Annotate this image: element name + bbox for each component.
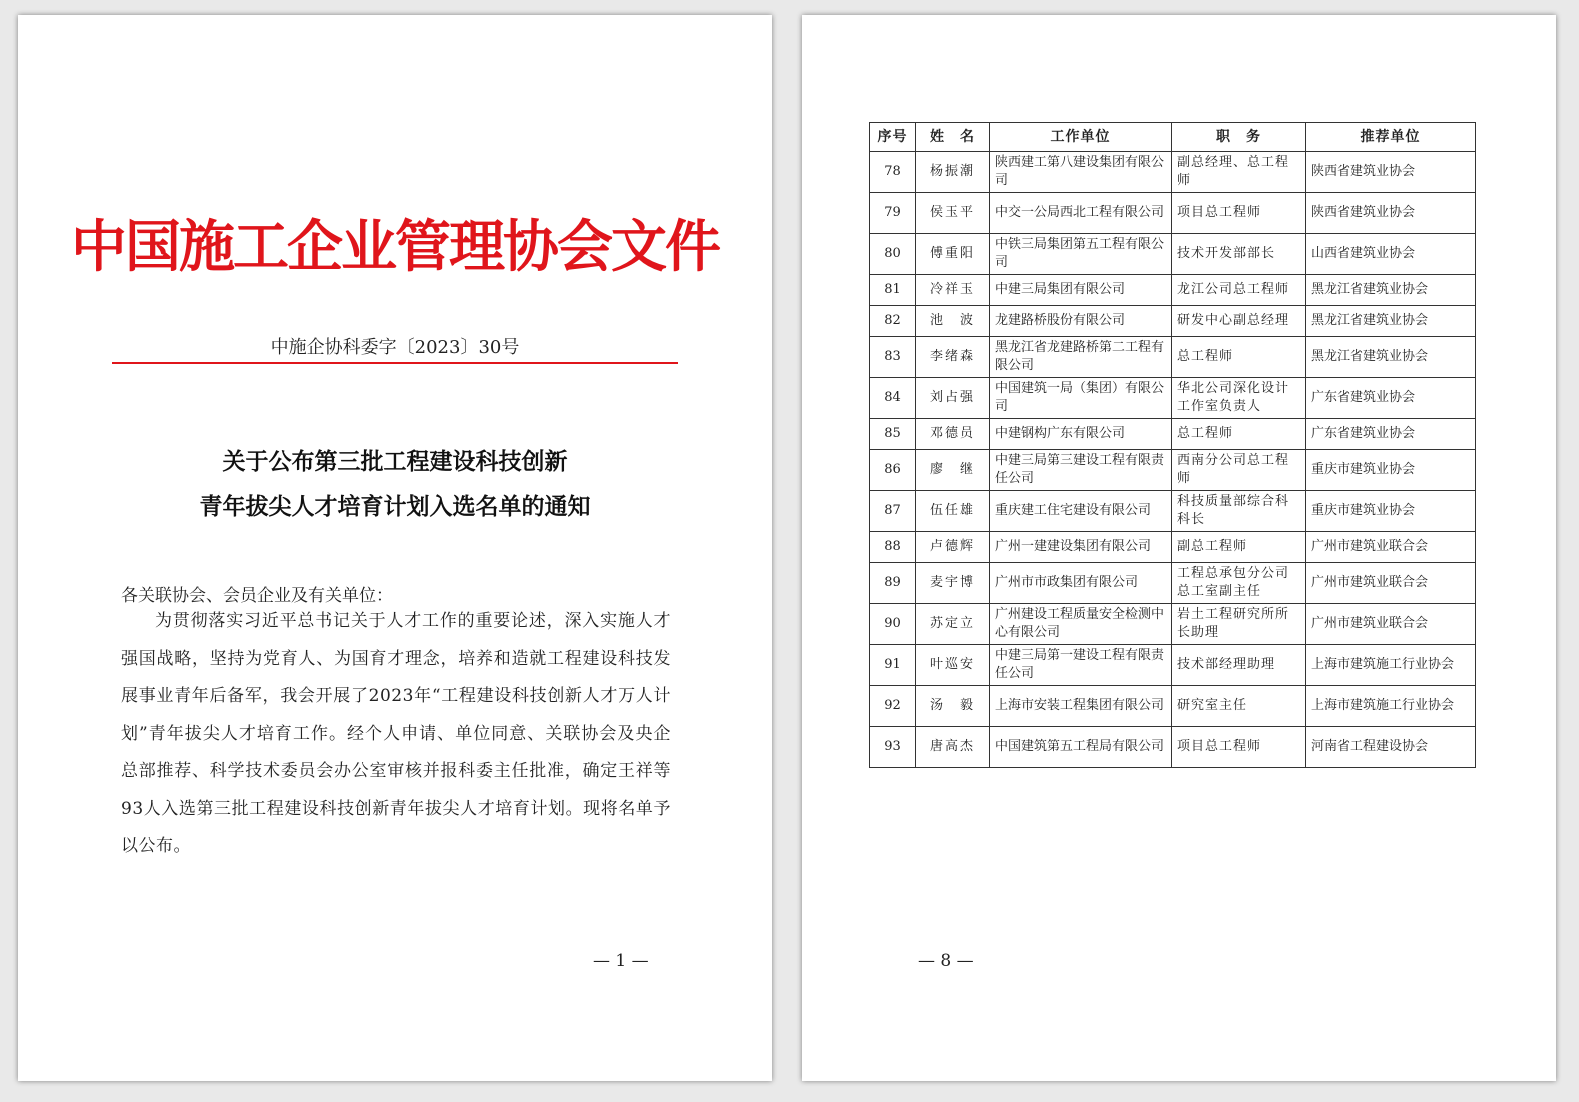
page-number: — 8 — — [918, 951, 974, 971]
row-number-cell: 79 — [870, 193, 916, 234]
table-row — [870, 419, 1476, 450]
job-title-cell: 研发中心副总经理 — [1172, 306, 1306, 337]
column-header-no: 序号 — [870, 123, 916, 152]
job-title-cell: 项目总工程师 — [1172, 193, 1306, 234]
recommending-unit-cell: 重庆市建筑业协会 — [1306, 491, 1476, 532]
job-title-cell: 总工程师 — [1172, 419, 1306, 450]
recommending-unit-cell: 黑龙江省建筑业协会 — [1306, 306, 1476, 337]
job-title-cell: 工程总承包分公司总工室副主任 — [1172, 563, 1306, 604]
person-name-cell: 邓德员 — [916, 419, 990, 450]
row-number-cell: 84 — [870, 378, 916, 419]
person-name-cell: 刘占强 — [916, 378, 990, 419]
talent-roster-table — [869, 122, 1476, 768]
person-name-cell: 傅重阳 — [916, 234, 990, 275]
person-name-cell: 汤 毅 — [916, 686, 990, 727]
recommending-unit-cell: 黑龙江省建筑业协会 — [1306, 337, 1476, 378]
row-number-cell: 82 — [870, 306, 916, 337]
table-header-row — [870, 123, 1476, 152]
person-name-cell: 麦宇博 — [916, 563, 990, 604]
row-number-cell: 89 — [870, 563, 916, 604]
table-row — [870, 152, 1476, 193]
recommending-unit-cell: 广州市建筑业联合会 — [1306, 604, 1476, 645]
page-number: — 1 — — [593, 951, 649, 971]
table-row — [870, 306, 1476, 337]
column-header-name: 姓 名 — [916, 123, 990, 152]
job-title-cell: 龙江公司总工程师 — [1172, 275, 1306, 306]
work-unit-cell: 龙建路桥股份有限公司 — [990, 306, 1172, 337]
table-row — [870, 686, 1476, 727]
row-number-cell: 92 — [870, 686, 916, 727]
document-number: 中施企协科委字〔2023〕30号 — [270, 337, 520, 358]
recommending-unit-cell: 陕西省建筑业协会 — [1306, 152, 1476, 193]
table-row — [870, 532, 1476, 563]
table-body — [870, 152, 1476, 768]
person-name-cell: 廖 继 — [916, 450, 990, 491]
person-name-cell: 侯玉平 — [916, 193, 990, 234]
recommending-unit-cell: 重庆市建筑业协会 — [1306, 450, 1476, 491]
work-unit-cell: 黑龙江省龙建路桥第二工程有限公司 — [990, 337, 1172, 378]
document-page-1 — [18, 15, 772, 1081]
table-row — [870, 193, 1476, 234]
job-title-cell: 副总经理、总工程师 — [1172, 152, 1306, 193]
person-name-cell: 苏定立 — [916, 604, 990, 645]
work-unit-cell: 中建三局第一建设工程有限责任公司 — [990, 645, 1172, 686]
recommending-unit-cell: 河南省工程建设协会 — [1306, 727, 1476, 768]
work-unit-cell: 中铁三局集团第五工程有限公司 — [990, 234, 1172, 275]
recommending-unit-cell: 上海市建筑施工行业协会 — [1306, 686, 1476, 727]
recommending-unit-cell: 黑龙江省建筑业协会 — [1306, 275, 1476, 306]
document-page-8 — [802, 15, 1556, 1081]
row-number-cell: 81 — [870, 275, 916, 306]
work-unit-cell: 广州市市政集团有限公司 — [990, 563, 1172, 604]
table-row — [870, 727, 1476, 768]
work-unit-cell: 中国建筑第五工程局有限公司 — [990, 727, 1172, 768]
job-title-cell: 总工程师 — [1172, 337, 1306, 378]
job-title-cell: 副总工程师 — [1172, 532, 1306, 563]
person-name-cell: 池 波 — [916, 306, 990, 337]
work-unit-cell: 中建三局集团有限公司 — [990, 275, 1172, 306]
job-title-cell: 研究室主任 — [1172, 686, 1306, 727]
work-unit-cell: 中国建筑一局（集团）有限公司 — [990, 378, 1172, 419]
person-name-cell: 冷祥玉 — [916, 275, 990, 306]
document-header: 中国施工企业管理协会文件 — [71, 214, 719, 280]
person-name-cell: 卢德辉 — [916, 532, 990, 563]
job-title-cell: 技术开发部部长 — [1172, 234, 1306, 275]
red-divider — [112, 362, 678, 364]
person-name-cell: 杨振潮 — [916, 152, 990, 193]
notice-body: 为贯彻落实习近平总书记关于人才工作的重要论述，深入实施人才强国战略，坚持为党育人、为国育才理念，培养和造就工程建设科技发展事业青年后备军，我会开展了2023年“工程建设科技创新人才万人计划”青年拔尖人才培育工作。经个人申请、单位同意、关联协会及央企总部推荐、科学技术委员会办公室审核并报科委主任批准，确定王祥等93人入选第三批工程建设科技创新青年拔尖人才培育计划。现将名单予以公布。 — [121, 611, 671, 856]
person-name-cell: 叶巡安 — [916, 645, 990, 686]
recommending-unit-cell: 山西省建筑业协会 — [1306, 234, 1476, 275]
work-unit-cell: 中交一公局西北工程有限公司 — [990, 193, 1172, 234]
notice-title-line-1: 关于公布第三批工程建设科技创新 — [222, 448, 568, 475]
row-number-cell: 90 — [870, 604, 916, 645]
job-title-cell: 西南分公司总工程师 — [1172, 450, 1306, 491]
table-row — [870, 604, 1476, 645]
table-row — [870, 275, 1476, 306]
recommending-unit-cell: 广州市建筑业联合会 — [1306, 563, 1476, 604]
job-title-cell: 项目总工程师 — [1172, 727, 1306, 768]
recommending-unit-cell: 广东省建筑业协会 — [1306, 419, 1476, 450]
job-title-cell: 岩土工程研究所所长助理 — [1172, 604, 1306, 645]
job-title-cell: 技术部经理助理 — [1172, 645, 1306, 686]
row-number-cell: 91 — [870, 645, 916, 686]
job-title-cell: 科技质量部综合科科长 — [1172, 491, 1306, 532]
recommending-unit-cell: 广州市建筑业联合会 — [1306, 532, 1476, 563]
table-row — [870, 563, 1476, 604]
notice-title-line-2: 青年拔尖人才培育计划入选名单的通知 — [199, 493, 591, 520]
work-unit-cell: 中建三局第三建设工程有限责任公司 — [990, 450, 1172, 491]
person-name-cell: 唐高杰 — [916, 727, 990, 768]
table-row — [870, 234, 1476, 275]
work-unit-cell: 陕西建工第八建设集团有限公司 — [990, 152, 1172, 193]
table-row — [870, 378, 1476, 419]
row-number-cell: 85 — [870, 419, 916, 450]
table-row — [870, 450, 1476, 491]
column-header-role: 职 务 — [1172, 123, 1306, 152]
work-unit-cell: 重庆建工住宅建设有限公司 — [990, 491, 1172, 532]
work-unit-cell: 广州一建建设集团有限公司 — [990, 532, 1172, 563]
work-unit-cell: 上海市安装工程集团有限公司 — [990, 686, 1172, 727]
row-number-cell: 78 — [870, 152, 916, 193]
person-name-cell: 李绪森 — [916, 337, 990, 378]
column-header-unit: 工作单位 — [990, 123, 1172, 152]
recommending-unit-cell: 陕西省建筑业协会 — [1306, 193, 1476, 234]
row-number-cell: 88 — [870, 532, 916, 563]
column-header-recommender: 推荐单位 — [1306, 123, 1476, 152]
work-unit-cell: 广州建设工程质量安全检测中心有限公司 — [990, 604, 1172, 645]
job-title-cell: 华北公司深化设计工作室负责人 — [1172, 378, 1306, 419]
row-number-cell: 87 — [870, 491, 916, 532]
row-number-cell: 80 — [870, 234, 916, 275]
recommending-unit-cell: 广东省建筑业协会 — [1306, 378, 1476, 419]
salutation: 各关联协会、会员企业及有关单位： — [121, 586, 393, 606]
row-number-cell: 93 — [870, 727, 916, 768]
person-name-cell: 伍任雄 — [916, 491, 990, 532]
table-row — [870, 645, 1476, 686]
work-unit-cell: 中建钢构广东有限公司 — [990, 419, 1172, 450]
table-row — [870, 491, 1476, 532]
row-number-cell: 86 — [870, 450, 916, 491]
recommending-unit-cell: 上海市建筑施工行业协会 — [1306, 645, 1476, 686]
notice-title — [18, 439, 772, 529]
table-row — [870, 337, 1476, 378]
row-number-cell: 83 — [870, 337, 916, 378]
